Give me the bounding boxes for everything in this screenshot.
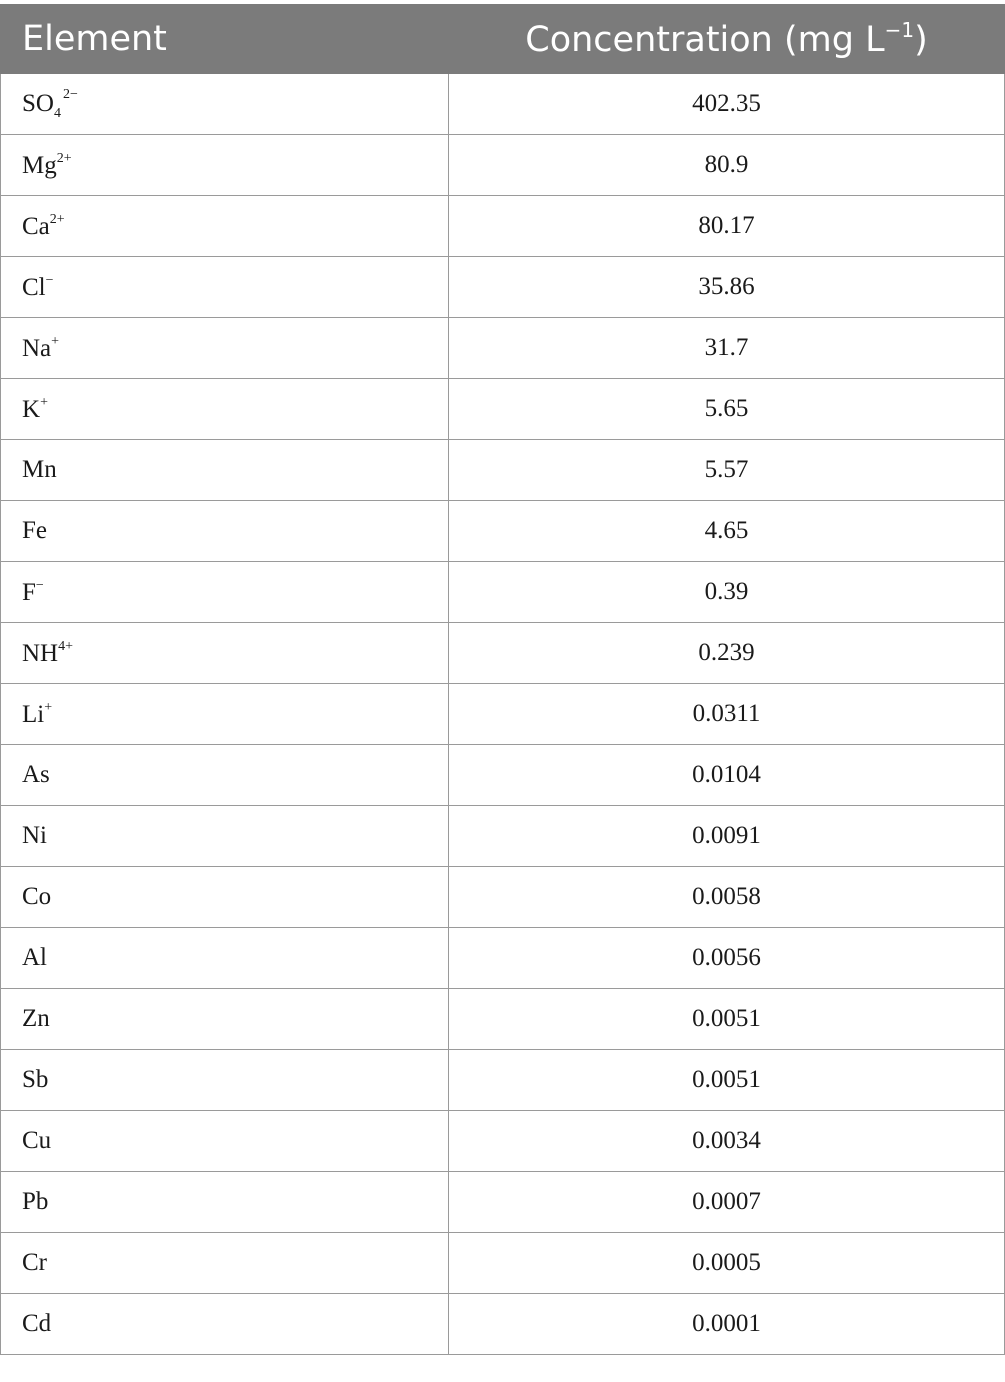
element-cell [1, 928, 449, 989]
concentration-value: 402.35 [449, 74, 1005, 135]
table-body [1, 74, 1005, 1355]
concentration-value: 0.239 [449, 623, 1005, 684]
table-row [1, 562, 1005, 623]
concentration-value: 31.7 [449, 318, 1005, 379]
element-symbol: As [22, 761, 50, 788]
table-row [1, 1172, 1005, 1233]
element-symbol: NH [22, 639, 59, 667]
element-charge: 2+ [49, 211, 65, 227]
element-symbol: Li [22, 700, 45, 728]
element-cell [1, 806, 449, 867]
element-charge: 2− [62, 86, 78, 102]
concentration-value: 0.0058 [449, 867, 1005, 928]
element-charge: + [44, 699, 53, 715]
concentration-value: 35.86 [449, 257, 1005, 318]
element-charge: − [45, 272, 54, 288]
element-cell [1, 562, 449, 623]
element-cell [1, 135, 449, 196]
table-row [1, 867, 1005, 928]
element-cell [1, 684, 449, 745]
concentration-value: 0.0007 [449, 1172, 1005, 1233]
table-row [1, 501, 1005, 562]
table-row [1, 989, 1005, 1050]
table-row [1, 1294, 1005, 1355]
element-charge: 2+ [56, 150, 72, 166]
element-symbol: Cr [22, 1249, 47, 1276]
element-symbol: Zn [22, 1005, 50, 1032]
table-row [1, 440, 1005, 501]
element-cell [1, 745, 449, 806]
element-cell [1, 501, 449, 562]
element-cell [1, 318, 449, 379]
table-row [1, 1050, 1005, 1111]
element-cell [1, 1172, 449, 1233]
concentration-value: 0.0056 [449, 928, 1005, 989]
concentration-value: 5.57 [449, 440, 1005, 501]
element-cell [1, 623, 449, 684]
table-row [1, 318, 1005, 379]
header-concentration [449, 5, 1005, 74]
element-symbol: SO [22, 89, 54, 117]
table-row [1, 745, 1005, 806]
element-symbol: Cd [22, 1310, 52, 1337]
element-cell [1, 1050, 449, 1111]
element-cell [1, 867, 449, 928]
table-row [1, 74, 1005, 135]
concentration-value: 0.0091 [449, 806, 1005, 867]
concentration-value: 0.0104 [449, 745, 1005, 806]
header-concentration-exponent: −1 [884, 18, 915, 42]
element-cell [1, 989, 449, 1050]
table-row [1, 684, 1005, 745]
element-symbol: Fe [22, 517, 47, 544]
element-subscript: 4 [53, 105, 61, 121]
table-row [1, 196, 1005, 257]
element-charge: + [40, 394, 48, 410]
concentration-value: 0.0034 [449, 1111, 1005, 1172]
element-cell [1, 440, 449, 501]
table-row [1, 1111, 1005, 1172]
element-symbol: K [22, 395, 41, 423]
element-charge: − [35, 577, 44, 593]
element-symbol: Cu [22, 1127, 52, 1154]
element-symbol: Ni [22, 822, 47, 849]
table-row [1, 257, 1005, 318]
header-concentration-label: Concentration (mg L [525, 20, 885, 60]
element-symbol: Mn [22, 456, 57, 483]
element-symbol: Mg [22, 151, 57, 179]
header-element: Element [1, 5, 449, 74]
concentration-table [0, 4, 1005, 1355]
element-cell [1, 196, 449, 257]
element-symbol: Cl [22, 273, 46, 301]
concentration-value: 4.65 [449, 501, 1005, 562]
element-cell [1, 1294, 449, 1355]
element-cell [1, 74, 449, 135]
element-cell [1, 1111, 449, 1172]
element-charge: 4+ [58, 638, 74, 654]
table-header [1, 5, 1005, 74]
element-symbol: Na [22, 334, 52, 362]
concentration-value: 80.17 [449, 196, 1005, 257]
element-symbol: Al [22, 944, 47, 971]
element-cell [1, 257, 449, 318]
element-cell [1, 1233, 449, 1294]
element-symbol: Sb [22, 1066, 49, 1093]
table-row [1, 379, 1005, 440]
concentration-value: 0.0311 [449, 684, 1005, 745]
concentration-value: 0.0005 [449, 1233, 1005, 1294]
table-row [1, 806, 1005, 867]
concentration-value: 0.0051 [449, 1050, 1005, 1111]
concentration-value: 80.9 [449, 135, 1005, 196]
table-row [1, 135, 1005, 196]
concentration-value: 0.0001 [449, 1294, 1005, 1355]
table-row [1, 928, 1005, 989]
element-symbol: F [22, 578, 36, 606]
element-symbol: Co [22, 883, 52, 910]
element-charge: + [51, 333, 60, 349]
header-concentration-close: ) [914, 20, 928, 60]
element-symbol: Pb [22, 1188, 49, 1215]
concentration-value: 0.0051 [449, 989, 1005, 1050]
element-cell [1, 379, 449, 440]
concentration-value: 5.65 [449, 379, 1005, 440]
element-symbol: Ca [22, 212, 50, 240]
concentration-table-container [0, 4, 1004, 1355]
header-row [1, 5, 1005, 74]
concentration-value: 0.39 [449, 562, 1005, 623]
table-row [1, 1233, 1005, 1294]
table-row [1, 623, 1005, 684]
